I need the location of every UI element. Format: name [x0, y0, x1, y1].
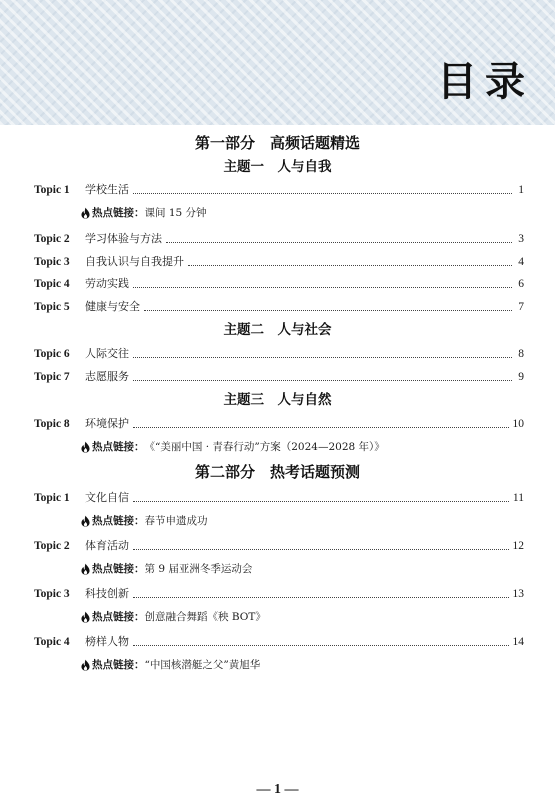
dot-leader: [133, 287, 512, 288]
hot-link-label: 热点链接：: [92, 207, 145, 219]
hot-link-label: 热点链接：: [92, 441, 145, 453]
hot-link-part1-topic1[interactable]: [81, 205, 207, 221]
topic-label: Topic 7: [34, 371, 70, 383]
dot-leader: [133, 597, 509, 598]
page-number: 11: [512, 492, 524, 504]
topic-title: 体育活动: [85, 539, 129, 552]
page-number: 10: [512, 418, 524, 430]
page-number: 1: [518, 184, 524, 196]
page-number: 4: [518, 256, 524, 268]
hot-link-part2-topic1[interactable]: [81, 513, 208, 529]
dot-leader: [166, 242, 512, 243]
dot-leader: [133, 501, 509, 502]
page-number: 9: [518, 371, 524, 383]
flame-icon: [81, 441, 90, 453]
topic-title: 环境保护: [85, 417, 129, 430]
page-title: 目录: [437, 59, 533, 105]
part2-heading: 第二部分 热考话题预测: [194, 463, 360, 481]
flame-icon: [81, 659, 90, 671]
dot-leader: [188, 265, 512, 266]
dot-leader: [133, 380, 512, 381]
toc-entry-part2-topic1[interactable]: [34, 490, 524, 506]
topic-label: Topic 6: [34, 348, 70, 360]
topic-title: 榜样人物: [85, 635, 129, 648]
toc-entry-part2-topic2[interactable]: [34, 538, 524, 554]
toc-entry-part1-topic5[interactable]: [34, 299, 524, 315]
topic-label: Topic 4: [34, 278, 70, 290]
page-number: 14: [512, 636, 524, 648]
dot-leader: [133, 427, 509, 428]
page-number: 13: [512, 588, 524, 600]
toc-entry-part2-topic3[interactable]: [34, 586, 524, 602]
theme3-heading: 主题三 人与自然: [223, 392, 332, 408]
dot-leader: [144, 310, 512, 311]
topic-label: Topic 2: [34, 233, 70, 245]
toc-entry-part1-topic2[interactable]: [34, 231, 524, 247]
hot-link-label: 热点链接：: [92, 515, 145, 527]
flame-icon: [81, 563, 90, 575]
hot-link-text: 《“美丽中国 · 青春行动”方案（2024—2028 年）》: [144, 441, 385, 453]
hot-link-text: 创意融合舞蹈《秧 BOT》: [144, 611, 266, 623]
theme1-heading: 主题一 人与自我: [223, 159, 332, 175]
topic-label: Topic 5: [34, 301, 70, 313]
topic-title: 健康与安全: [85, 300, 140, 313]
topic-label: Topic 2: [34, 540, 70, 552]
hot-link-label: 热点链接：: [92, 659, 145, 671]
topic-label: Topic 1: [34, 492, 70, 504]
hot-link-part1-topic8[interactable]: [81, 439, 385, 455]
page-number: 6: [518, 278, 524, 290]
topic-title: 科技创新: [85, 587, 129, 600]
page-number: 12: [512, 540, 524, 552]
toc-entry-part1-topic6[interactable]: [34, 346, 524, 362]
toc-entry-part2-topic4[interactable]: [34, 634, 524, 650]
theme2-heading: 主题二 人与社会: [223, 322, 332, 338]
hot-link-part2-topic2[interactable]: [81, 561, 252, 577]
dot-leader: [133, 357, 512, 358]
toc-entry-part1-topic7[interactable]: [34, 369, 524, 385]
topic-title: 学校生活: [85, 183, 129, 196]
toc-entry-part1-topic1[interactable]: [34, 182, 524, 198]
hot-link-label: 热点链接：: [92, 611, 145, 623]
dot-leader: [133, 193, 512, 194]
topic-label: Topic 3: [34, 256, 70, 268]
topic-title: 自我认识与自我提升: [85, 255, 184, 268]
topic-label: Topic 4: [34, 636, 70, 648]
dot-leader: [133, 549, 509, 550]
topic-title: 志愿服务: [85, 370, 129, 383]
flame-icon: [81, 611, 90, 623]
flame-icon: [81, 515, 90, 527]
hot-link-part2-topic3[interactable]: [81, 609, 266, 625]
page-number-footer: — 1 —: [256, 782, 299, 797]
dot-leader: [133, 645, 509, 646]
topic-label: Topic 3: [34, 588, 70, 600]
page-number: 7: [518, 301, 524, 313]
hot-link-part2-topic4[interactable]: [81, 657, 260, 673]
page-number: 3: [518, 233, 524, 245]
flame-icon: [81, 207, 90, 219]
topic-label: Topic 8: [34, 418, 70, 430]
topic-title: 学习体验与方法: [85, 232, 162, 245]
topic-title: 文化自信: [85, 491, 129, 504]
toc-entry-part1-topic3[interactable]: [34, 254, 524, 270]
hot-link-text: 课间 15 分钟: [144, 207, 207, 219]
toc-entry-part1-topic4[interactable]: [34, 276, 524, 292]
hot-link-text: “中国核潜艇之父”黄旭华: [144, 659, 261, 671]
part1-heading: 第一部分 高频话题精选: [194, 134, 360, 152]
hot-link-text: 春节申遗成功: [144, 515, 208, 527]
hot-link-text: 第 9 届亚洲冬季运动会: [144, 563, 253, 575]
topic-title: 劳动实践: [85, 277, 129, 290]
toc-entry-part1-topic8[interactable]: [34, 416, 524, 432]
topic-label: Topic 1: [34, 184, 70, 196]
page-number: 8: [518, 348, 524, 360]
hot-link-label: 热点链接：: [92, 563, 145, 575]
topic-title: 人际交往: [85, 347, 129, 360]
